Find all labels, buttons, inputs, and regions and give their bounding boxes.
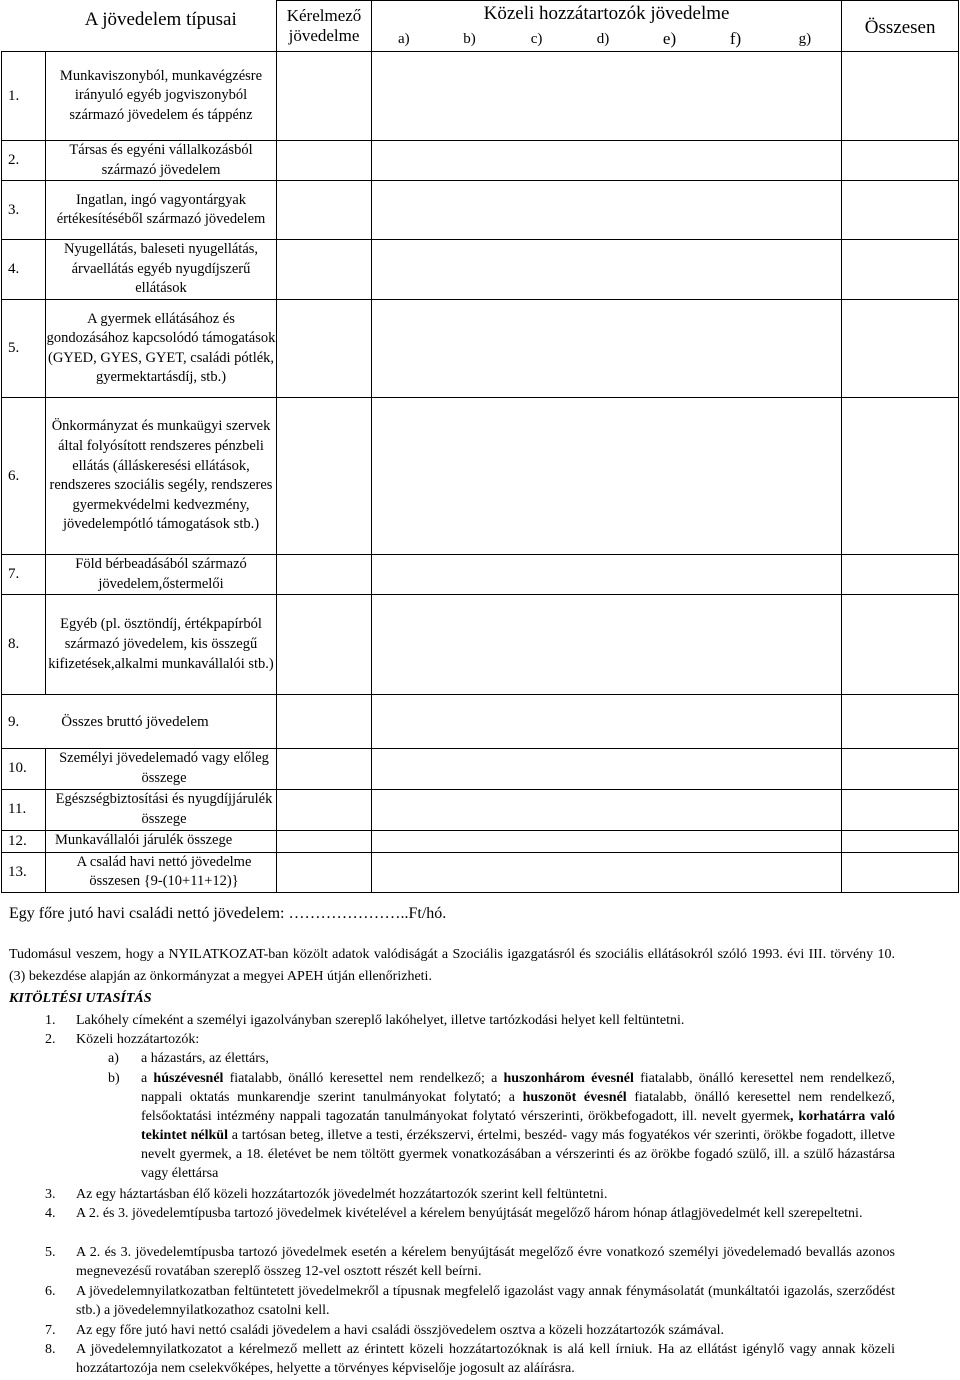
instruction-item: [45, 1185, 905, 1204]
gross-total-label: Összes bruttó jövedelem: [61, 713, 209, 730]
instructions-title: KITÖLTÉSI UTASÍTÁS: [9, 991, 152, 1006]
relative-col-g: g): [769, 27, 842, 52]
row-number: 12.: [2, 830, 46, 852]
row-number: 13.: [2, 852, 46, 892]
instruction-number: 8.: [45, 1342, 56, 1357]
row-number: 10.: [2, 749, 46, 789]
relative-col-b: b): [436, 27, 504, 52]
relatives-income-cell[interactable]: [372, 555, 842, 595]
applicant-income-cell[interactable]: [277, 852, 372, 892]
deduction-row: [2, 749, 959, 789]
row-number: 2.: [2, 141, 46, 181]
row-number: 9.: [8, 713, 20, 730]
relatives-income-cell[interactable]: [372, 595, 842, 695]
header-total: Összesen: [842, 1, 959, 52]
applicant-income-cell[interactable]: [277, 555, 372, 595]
total-cell[interactable]: [842, 52, 959, 141]
relative-col-a: a): [372, 27, 436, 52]
row-number: 11.: [2, 789, 46, 830]
row-number: 6.: [2, 398, 46, 555]
row-number: 7.: [2, 555, 46, 595]
income-type-label: Munkaviszonyból, munkavégzésre irányuló egyéb jogviszonyból származó jövedelem és táppénz: [46, 52, 277, 141]
header-row: [2, 1, 959, 28]
total-cell[interactable]: [842, 398, 959, 555]
table-row: [2, 595, 959, 695]
instruction-number: 1.: [45, 1013, 56, 1028]
row-number: 4.: [2, 240, 46, 300]
instruction-text: Közeli hozzátartozók:: [76, 1032, 200, 1047]
table-row: [2, 555, 959, 595]
income-type-label: A gyermek ellátásához és gondozásához kapcsolódó támogatások (GYED, GYES, GYET, családi pótlék, gyermektartásdíj, stb.): [46, 300, 277, 398]
relative-col-e: e): [637, 27, 703, 52]
row-number: 1.: [2, 52, 46, 141]
instruction-text: A 2. és 3. jövedelemtípusba tartozó jövedelmek kivételével a kérelem benyújtását megelőző három hónap átlagjövedelmét kell szerepeltetni.: [76, 1206, 863, 1221]
total-cell[interactable]: [842, 240, 959, 300]
row-number: 8.: [2, 595, 46, 695]
table-row: [2, 398, 959, 555]
total-cell[interactable]: [842, 141, 959, 181]
applicant-income-cell[interactable]: [277, 181, 372, 240]
relatives-income-cell[interactable]: [372, 240, 842, 300]
instruction-text: a húszévesnél fiatalabb, önálló keresettel nem rendelkező; a huszonhárom évesnél fiatalabb, önálló keresettel nem rendelkező, nappali oktatás munkarendje szerint tanulmányokat folytató; a huszonöt évesnél fiatalabb, önálló keresettel nem rendelkező, felsőoktatási intézmény nappali tagozatán tanulmányokat folytató vérszerinti, örökbefogadott, ill. nevelt gyermek, korhatárra való tekintet nélkül a tartósan beteg, illetve a testi, érzékszervi, értelmi, beszéd- vagy más fogyatékos vér szerinti, örökbe fogadott, illetve nevelt gyermek, a 18. életévet be nem töltött gyermek vonatkozásában a vérszerinti és az örökbe fogadó szülő, ill. a szülő házastársa vagy élettársa: [141, 1071, 895, 1181]
instruction-subnumber: a): [108, 1051, 119, 1066]
header-income-types: A jövedelem típusai: [84, 8, 237, 30]
total-cell[interactable]: [842, 789, 959, 830]
instruction-subnumber: b): [108, 1071, 120, 1086]
deduction-row: [2, 789, 959, 830]
relatives-income-cell[interactable]: [372, 749, 842, 789]
table-row: [2, 141, 959, 181]
income-table: [1, 0, 959, 893]
relatives-income-cell[interactable]: [372, 830, 842, 852]
table-row: [2, 52, 959, 141]
deduction-label: Személyi jövedelemadó vagy előleg összege: [46, 749, 277, 789]
declaration-text: Tudomásul veszem, hogy a NYILATKOZAT-ban közölt adatok valódiságát a Szociális igazgatásról és szociális ellátásokról szóló 1993. évi III. törvény 10. (3) bekezdése alapján az önkormányzat a megyei APEH útján ellenőrizheti.: [9, 947, 895, 984]
income-type-label: Egyéb (pl. ösztöndíj, értékpapírból származó jövedelem, kis összegű kifizetések,alkalmi munkavállalói stb.): [46, 595, 277, 695]
per-capita-income: Egy főre jutó havi családi nettó jövedelem: …………………..Ft/hó.: [9, 905, 447, 922]
relatives-income-cell[interactable]: [372, 52, 842, 141]
row-number: 5.: [2, 300, 46, 398]
applicant-income-cell[interactable]: [277, 300, 372, 398]
applicant-income-cell[interactable]: [277, 695, 372, 749]
applicant-income-cell[interactable]: [277, 595, 372, 695]
instruction-item: [45, 1340, 895, 1378]
deduction-label: A család havi nettó jövedelme összesen {9-(10+11+12)}: [46, 852, 277, 892]
instruction-number: 5.: [45, 1245, 56, 1260]
instruction-item: [45, 1282, 895, 1320]
instruction-text: Lakóhely címeként a személyi igazolványban szereplő lakóhelyet, illetve tartózkodási helyet kell feltüntetni.: [76, 1013, 685, 1028]
instruction-item: [45, 1204, 895, 1223]
income-type-label: Ingatlan, ingó vagyontárgyak értékesítéséből származó jövedelem: [46, 181, 277, 240]
applicant-income-cell[interactable]: [277, 52, 372, 141]
instruction-subitem: [108, 1069, 895, 1183]
deduction-row: [2, 830, 959, 852]
total-cell[interactable]: [842, 595, 959, 695]
relatives-income-cell[interactable]: [372, 181, 842, 240]
instruction-text: a házastárs, az élettárs,: [141, 1051, 269, 1066]
relatives-income-cell[interactable]: [372, 695, 842, 749]
relatives-income-cell[interactable]: [372, 300, 842, 398]
table-row: [2, 300, 959, 398]
applicant-income-cell[interactable]: [277, 789, 372, 830]
table-row: [2, 240, 959, 300]
instruction-text: Az egy főre jutó havi nettó családi jövedelem a havi családi összjövedelem osztva a közeli hozzátartozók számával.: [76, 1323, 725, 1338]
income-type-label: Önkormányzat és munkaügyi szervek által folyósított rendszeres pénzbeli ellátás (álláskeresési ellátások, rendszeres szociális segély, rendszeres gyermekvédelmi kedvezmény, jövedelempótló támogatások stb.): [46, 398, 277, 555]
deduction-row: [2, 852, 959, 892]
instruction-item: [45, 1321, 905, 1340]
gross-total-label-cell: [2, 695, 277, 749]
relative-col-f: f): [703, 27, 769, 52]
income-type-label: Társas és egyéni vállalkozásból származó jövedelem: [46, 141, 277, 181]
applicant-income-cell[interactable]: [277, 141, 372, 181]
relatives-income-cell[interactable]: [372, 398, 842, 555]
total-cell[interactable]: [842, 555, 959, 595]
instruction-subitem: [108, 1049, 898, 1068]
total-cell[interactable]: [842, 181, 959, 240]
deduction-label: Munkavállalói járulék összege: [46, 830, 277, 852]
total-cell[interactable]: [842, 695, 959, 749]
total-cell[interactable]: [842, 300, 959, 398]
instruction-text: A 2. és 3. jövedelemtípusba tartozó jövedelmek esetén a kérelem benyújtását megelőző évre vonatkozó személyi jövedelemadó bevallás azonos megnevezésű rovatában szereplő összeg 12-vel osztott részét kell beírni.: [76, 1245, 895, 1279]
instruction-text: Az egy háztartásban élő közeli hozzátartozók jövedelmét hozzátartozók szerint kell feltüntetni.: [76, 1187, 608, 1202]
gross-total-row: [2, 695, 959, 749]
deduction-label: Egészségbiztosítási és nyugdíjjárulék összege: [46, 789, 277, 830]
relative-col-d: d): [570, 27, 637, 52]
instruction-item: [45, 1243, 895, 1281]
instruction-number: 6.: [45, 1284, 56, 1299]
total-cell[interactable]: [842, 749, 959, 789]
income-type-label: Nyugellátás, baleseti nyugellátás, árvaellátás egyéb nyugdíjszerű ellátások: [46, 240, 277, 300]
header-applicant-income: Kérelmező jövedelme: [277, 1, 372, 52]
applicant-income-cell[interactable]: [277, 240, 372, 300]
relatives-income-cell[interactable]: [372, 141, 842, 181]
header-income-types-cell: [2, 1, 277, 52]
total-cell[interactable]: [842, 830, 959, 852]
instruction-number: 4.: [45, 1206, 56, 1221]
income-table-wrapper: [1, 0, 958, 893]
applicant-income-cell[interactable]: [277, 749, 372, 789]
instruction-item: [45, 1011, 905, 1030]
instruction-number: 3.: [45, 1187, 56, 1202]
row-number: 3.: [2, 181, 46, 240]
applicant-income-cell[interactable]: [277, 398, 372, 555]
relative-col-c: c): [504, 27, 570, 52]
instruction-text: A jövedelemnyilatkozatot a kérelmező mellett az érintett közeli hozzátartozóknak is alá kell írniuk. Ha az ellátást igénylő vagy annak közeli hozzátartozója nem cselekvőképes, helyette a törvényes képviselője jogosult az aláírásra.: [76, 1342, 895, 1376]
applicant-income-cell[interactable]: [277, 830, 372, 852]
total-cell[interactable]: [842, 852, 959, 892]
relatives-income-cell[interactable]: [372, 789, 842, 830]
table-row: [2, 181, 959, 240]
instruction-text: A jövedelemnyilatkozatban feltüntetett jövedelmekről a típusnak megfelelő igazolást vagy annak fénymásolatát (munkáltatói igazolás, szerződést stb.) a jövedelemnyilatkozathoz csatolni kell.: [76, 1284, 895, 1318]
income-type-label: Föld bérbeadásából származó jövedelem,őstermelői: [46, 555, 277, 595]
instruction-number: 2.: [45, 1032, 56, 1047]
header-relatives-income: Közeli hozzátartozók jövedelme: [372, 1, 842, 28]
instruction-number: 7.: [45, 1323, 56, 1338]
relatives-income-cell[interactable]: [372, 852, 842, 892]
instruction-item: [45, 1030, 905, 1049]
